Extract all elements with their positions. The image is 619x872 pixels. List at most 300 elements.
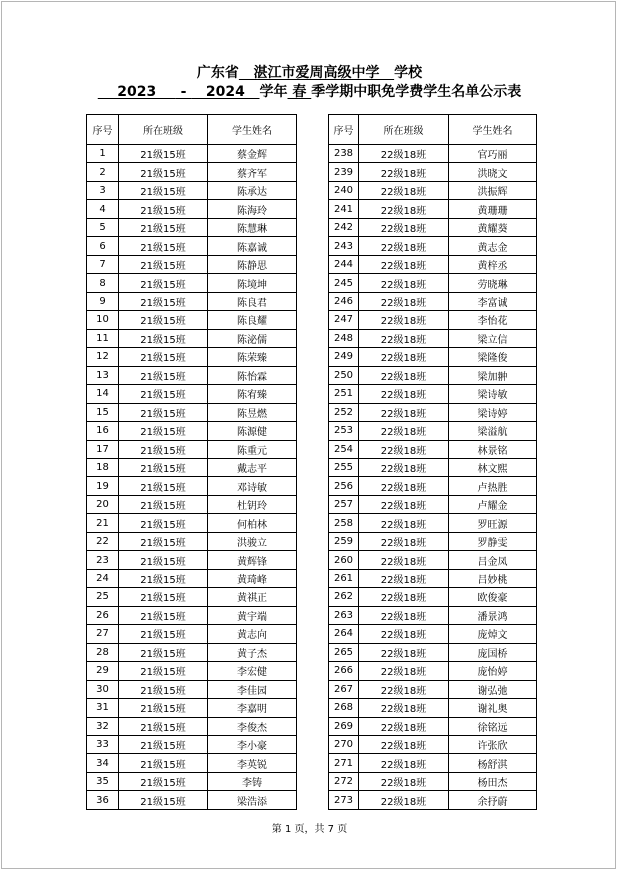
table-row <box>329 588 537 606</box>
title-school-suffix: 学校 <box>394 65 423 81</box>
column-header-name: 学生姓名 <box>208 115 297 145</box>
row-student-name: 黄琦峰 <box>208 569 297 587</box>
row-class: 22级18班 <box>359 791 449 809</box>
row-student-name: 陈海玲 <box>208 200 297 218</box>
row-class: 22级18班 <box>359 366 449 384</box>
row-class: 21级15班 <box>119 625 208 643</box>
row-number: 10 <box>87 311 119 329</box>
row-student-name: 徐铭远 <box>449 717 537 735</box>
table-row <box>87 274 297 292</box>
row-number: 271 <box>329 754 359 772</box>
table-row <box>87 532 297 550</box>
row-number: 262 <box>329 588 359 606</box>
table-row <box>87 200 297 218</box>
row-class: 21级15班 <box>119 569 208 587</box>
row-class: 21级15班 <box>119 255 208 273</box>
row-student-name: 黄耀葵 <box>449 218 537 236</box>
row-class: 21级15班 <box>119 422 208 440</box>
row-class: 21级15班 <box>119 440 208 458</box>
row-student-name: 李铸 <box>208 772 297 790</box>
title-year-dash: - <box>175 84 192 100</box>
row-class: 21级15班 <box>119 329 208 347</box>
row-number: 22 <box>87 532 119 550</box>
row-number: 9 <box>87 292 119 310</box>
row-class: 22级18班 <box>359 588 449 606</box>
table-row <box>329 772 537 790</box>
row-number: 273 <box>329 791 359 809</box>
row-class: 21级15班 <box>119 292 208 310</box>
row-number: 33 <box>87 736 119 754</box>
table-row <box>329 311 537 329</box>
row-class: 22级18班 <box>359 311 449 329</box>
table-row <box>329 625 537 643</box>
table-row <box>87 422 297 440</box>
table-row <box>329 495 537 513</box>
row-student-name: 黄宇端 <box>208 606 297 624</box>
row-class: 22级18班 <box>359 643 449 661</box>
row-class: 22级18班 <box>359 200 449 218</box>
table-row <box>87 477 297 495</box>
table-row <box>329 754 537 772</box>
title-province: 广东省 <box>196 65 239 81</box>
row-number: 29 <box>87 662 119 680</box>
row-class: 22级18班 <box>359 717 449 735</box>
row-class: 22级18班 <box>359 163 449 181</box>
row-student-name: 陈嘉诚 <box>208 237 297 255</box>
row-student-name: 李宏健 <box>208 662 297 680</box>
column-header-name: 学生姓名 <box>449 115 537 145</box>
row-student-name: 陈静思 <box>208 255 297 273</box>
row-class: 21级15班 <box>119 662 208 680</box>
row-class: 22级18班 <box>359 477 449 495</box>
table-row <box>329 292 537 310</box>
row-number: 247 <box>329 311 359 329</box>
row-number: 31 <box>87 699 119 717</box>
title-year-suffix: 学年 <box>259 84 288 100</box>
row-class: 22级18班 <box>359 237 449 255</box>
row-student-name: 洪骏立 <box>208 532 297 550</box>
row-student-name: 许张欣 <box>449 736 537 754</box>
row-class: 21级15班 <box>119 218 208 236</box>
table-row <box>329 181 537 199</box>
row-student-name: 陈昱燃 <box>208 403 297 421</box>
row-number: 8 <box>87 274 119 292</box>
table-row <box>87 514 297 532</box>
row-student-name: 陈良君 <box>208 292 297 310</box>
row-class: 21级15班 <box>119 200 208 218</box>
row-student-name: 黄辉锋 <box>208 551 297 569</box>
row-number: 3 <box>87 181 119 199</box>
row-student-name: 邓诗敏 <box>208 477 297 495</box>
row-student-name: 吕妙桃 <box>449 569 537 587</box>
row-student-name: 林文熙 <box>449 458 537 476</box>
row-number: 24 <box>87 569 119 587</box>
table-row <box>87 218 297 236</box>
row-number: 28 <box>87 643 119 661</box>
table-row <box>87 366 297 384</box>
row-class: 21级15班 <box>119 181 208 199</box>
row-number: 11 <box>87 329 119 347</box>
row-student-name: 罗旺源 <box>449 514 537 532</box>
row-number: 18 <box>87 458 119 476</box>
page-footer: 第 1 页，共 7 页 <box>271 824 348 835</box>
table-header-row <box>87 115 297 145</box>
table-row <box>329 255 537 273</box>
table-row <box>87 292 297 310</box>
table-row <box>329 458 537 476</box>
table-row <box>87 717 297 735</box>
row-number: 258 <box>329 514 359 532</box>
title-year-end: 2024 <box>191 84 260 100</box>
row-class: 22级18班 <box>359 403 449 421</box>
row-number: 260 <box>329 551 359 569</box>
row-student-name: 杨舒淇 <box>449 754 537 772</box>
table-row <box>329 643 537 661</box>
row-class: 21级15班 <box>119 551 208 569</box>
table-row <box>329 569 537 587</box>
row-class: 21级15班 <box>119 311 208 329</box>
row-number: 245 <box>329 274 359 292</box>
table-row <box>87 181 297 199</box>
row-number: 267 <box>329 680 359 698</box>
table-row <box>87 754 297 772</box>
row-number: 19 <box>87 477 119 495</box>
row-class: 21级15班 <box>119 163 208 181</box>
row-student-name: 林景铭 <box>449 440 537 458</box>
row-class: 21级15班 <box>119 274 208 292</box>
table-row <box>329 422 537 440</box>
table-row <box>87 791 297 809</box>
row-student-name: 梁隆俊 <box>449 348 537 366</box>
row-student-name: 余抒蔚 <box>449 791 537 809</box>
row-student-name: 陈源健 <box>208 422 297 440</box>
row-class: 22级18班 <box>359 754 449 772</box>
row-class: 21级15班 <box>119 532 208 550</box>
title-document-name: 季学期中职免学费学生名单公示表 <box>311 84 522 100</box>
column-header-no: 序号 <box>87 115 119 145</box>
table-row <box>87 145 297 163</box>
row-class: 22级18班 <box>359 736 449 754</box>
row-student-name: 李俊杰 <box>208 717 297 735</box>
row-class: 22级18班 <box>359 699 449 717</box>
table-body-left <box>87 145 297 810</box>
table-row <box>87 736 297 754</box>
table-row <box>329 606 537 624</box>
title-year-start: 2023 <box>97 84 176 100</box>
row-student-name: 庞国桥 <box>449 643 537 661</box>
table-row <box>87 643 297 661</box>
table-row <box>87 348 297 366</box>
table-row <box>329 699 537 717</box>
row-number: 238 <box>329 145 359 163</box>
table-row <box>87 329 297 347</box>
row-class: 21级15班 <box>119 606 208 624</box>
row-student-name: 蔡齐军 <box>208 163 297 181</box>
row-number: 249 <box>329 348 359 366</box>
table-row <box>87 237 297 255</box>
table-row <box>329 348 537 366</box>
row-student-name: 陈慧琳 <box>208 218 297 236</box>
table-row <box>87 662 297 680</box>
row-student-name: 李怡花 <box>449 311 537 329</box>
row-student-name: 欧俊豪 <box>449 588 537 606</box>
row-student-name: 黄志金 <box>449 237 537 255</box>
table-row <box>329 163 537 181</box>
row-class: 21级15班 <box>119 458 208 476</box>
table-row <box>87 385 297 403</box>
row-class: 21级15班 <box>119 514 208 532</box>
row-student-name: 庞焯文 <box>449 625 537 643</box>
column-header-class: 所在班级 <box>359 115 449 145</box>
row-number: 252 <box>329 403 359 421</box>
table-row <box>329 477 537 495</box>
row-number: 15 <box>87 403 119 421</box>
row-class: 22级18班 <box>359 458 449 476</box>
row-student-name: 梁溢航 <box>449 422 537 440</box>
row-number: 272 <box>329 772 359 790</box>
row-class: 22级18班 <box>359 514 449 532</box>
row-number: 261 <box>329 569 359 587</box>
row-student-name: 梁浩添 <box>208 791 297 809</box>
table-row <box>87 403 297 421</box>
row-class: 21级15班 <box>119 385 208 403</box>
table-row <box>87 680 297 698</box>
row-student-name: 潘景鸿 <box>449 606 537 624</box>
row-number: 251 <box>329 385 359 403</box>
row-student-name: 陈泌儒 <box>208 329 297 347</box>
row-class: 21级15班 <box>119 366 208 384</box>
table-row <box>329 662 537 680</box>
table-row <box>329 145 537 163</box>
table-row <box>87 311 297 329</box>
row-number: 6 <box>87 237 119 255</box>
row-number: 254 <box>329 440 359 458</box>
table-row <box>87 625 297 643</box>
row-class: 21级15班 <box>119 680 208 698</box>
row-student-name: 梁诗婷 <box>449 403 537 421</box>
row-class: 21级15班 <box>119 403 208 421</box>
table-row <box>87 772 297 790</box>
row-student-name: 梁加翀 <box>449 366 537 384</box>
row-class: 21级15班 <box>119 145 208 163</box>
row-class: 21级15班 <box>119 643 208 661</box>
row-student-name: 谢礼奥 <box>449 699 537 717</box>
row-student-name: 陈承达 <box>208 181 297 199</box>
row-student-name: 蔡金辉 <box>208 145 297 163</box>
row-student-name: 陈重元 <box>208 440 297 458</box>
row-number: 4 <box>87 200 119 218</box>
row-student-name: 陈宥臻 <box>208 385 297 403</box>
table-row <box>329 385 537 403</box>
row-class: 22级18班 <box>359 569 449 587</box>
row-student-name: 李小豪 <box>208 736 297 754</box>
row-number: 26 <box>87 606 119 624</box>
title-term: 春 <box>287 84 312 100</box>
table-row <box>87 606 297 624</box>
row-class: 22级18班 <box>359 385 449 403</box>
row-class: 22级18班 <box>359 532 449 550</box>
row-number: 36 <box>87 791 119 809</box>
row-class: 21级15班 <box>119 588 208 606</box>
row-number: 16 <box>87 422 119 440</box>
row-number: 34 <box>87 754 119 772</box>
row-number: 240 <box>329 181 359 199</box>
table-row <box>87 255 297 273</box>
row-student-name: 劳晓琳 <box>449 274 537 292</box>
row-student-name: 吕金凤 <box>449 551 537 569</box>
row-student-name: 罗静雯 <box>449 532 537 550</box>
row-student-name: 黄祺正 <box>208 588 297 606</box>
row-number: 5 <box>87 218 119 236</box>
row-student-name: 庞怡婷 <box>449 662 537 680</box>
row-number: 7 <box>87 255 119 273</box>
title-school: 湛江市爱周高级中学 <box>238 65 395 81</box>
row-student-name: 何柏林 <box>208 514 297 532</box>
row-number: 263 <box>329 606 359 624</box>
column-header-no: 序号 <box>329 115 359 145</box>
row-number: 257 <box>329 495 359 513</box>
row-class: 21级15班 <box>119 772 208 790</box>
row-number: 250 <box>329 366 359 384</box>
row-number: 255 <box>329 458 359 476</box>
row-class: 22级18班 <box>359 292 449 310</box>
row-number: 35 <box>87 772 119 790</box>
row-student-name: 黄志向 <box>208 625 297 643</box>
row-class: 22级18班 <box>359 255 449 273</box>
row-number: 2 <box>87 163 119 181</box>
row-class: 22级18班 <box>359 274 449 292</box>
row-number: 241 <box>329 200 359 218</box>
row-number: 25 <box>87 588 119 606</box>
table-row <box>87 163 297 181</box>
row-class: 22级18班 <box>359 772 449 790</box>
row-student-name: 黄子杰 <box>208 643 297 661</box>
table-body-right <box>329 145 537 810</box>
row-student-name: 陈良耀 <box>208 311 297 329</box>
row-number: 21 <box>87 514 119 532</box>
row-class: 21级15班 <box>119 754 208 772</box>
row-class: 21级15班 <box>119 348 208 366</box>
row-class: 21级15班 <box>119 736 208 754</box>
row-class: 21级15班 <box>119 717 208 735</box>
table-row <box>329 532 537 550</box>
row-class: 22级18班 <box>359 440 449 458</box>
row-number: 244 <box>329 255 359 273</box>
table-row <box>329 736 537 754</box>
table-row <box>329 366 537 384</box>
row-number: 270 <box>329 736 359 754</box>
table-row <box>87 551 297 569</box>
row-number: 259 <box>329 532 359 550</box>
table-row <box>329 551 537 569</box>
table-row <box>329 200 537 218</box>
row-class: 22级18班 <box>359 662 449 680</box>
table-row <box>329 440 537 458</box>
table-row <box>329 274 537 292</box>
row-number: 20 <box>87 495 119 513</box>
row-number: 17 <box>87 440 119 458</box>
row-student-name: 黄梓丞 <box>449 255 537 273</box>
table-row <box>329 680 537 698</box>
row-student-name: 李佳园 <box>208 680 297 698</box>
table-row <box>329 514 537 532</box>
student-table-left <box>86 114 297 810</box>
row-number: 30 <box>87 680 119 698</box>
row-class: 22级18班 <box>359 145 449 163</box>
row-student-name: 杨田杰 <box>449 772 537 790</box>
row-number: 265 <box>329 643 359 661</box>
row-student-name: 梁诗敏 <box>449 385 537 403</box>
row-number: 253 <box>329 422 359 440</box>
table-row <box>329 329 537 347</box>
table-row <box>329 403 537 421</box>
row-number: 13 <box>87 366 119 384</box>
row-student-name: 戴志平 <box>208 458 297 476</box>
column-header-class: 所在班级 <box>119 115 208 145</box>
row-class: 22级18班 <box>359 680 449 698</box>
row-number: 266 <box>329 662 359 680</box>
row-class: 22级18班 <box>359 329 449 347</box>
row-number: 264 <box>329 625 359 643</box>
row-number: 269 <box>329 717 359 735</box>
row-number: 246 <box>329 292 359 310</box>
row-student-name: 李英锐 <box>208 754 297 772</box>
table-row <box>329 717 537 735</box>
row-student-name: 陈怡霖 <box>208 366 297 384</box>
row-number: 1 <box>87 145 119 163</box>
row-student-name: 洪振辉 <box>449 181 537 199</box>
row-class: 21级15班 <box>119 237 208 255</box>
row-class: 21级15班 <box>119 477 208 495</box>
row-number: 243 <box>329 237 359 255</box>
row-class: 21级15班 <box>119 699 208 717</box>
row-class: 21级15班 <box>119 495 208 513</box>
row-class: 22级18班 <box>359 551 449 569</box>
table-row <box>87 458 297 476</box>
row-class: 22级18班 <box>359 495 449 513</box>
row-student-name: 卢热胜 <box>449 477 537 495</box>
row-student-name: 官巧丽 <box>449 145 537 163</box>
row-number: 27 <box>87 625 119 643</box>
student-table-right <box>328 114 537 810</box>
row-student-name: 陈荣臻 <box>208 348 297 366</box>
row-student-name: 李富诚 <box>449 292 537 310</box>
row-student-name: 谢弘弛 <box>449 680 537 698</box>
title-line-1 <box>0 64 619 82</box>
table-row <box>87 569 297 587</box>
row-student-name: 黄珊珊 <box>449 200 537 218</box>
title-line-2 <box>0 83 619 101</box>
table-row <box>329 218 537 236</box>
row-class: 22级18班 <box>359 422 449 440</box>
row-class: 22级18班 <box>359 181 449 199</box>
table-row <box>87 588 297 606</box>
table-row <box>329 791 537 809</box>
row-number: 23 <box>87 551 119 569</box>
row-student-name: 梁立信 <box>449 329 537 347</box>
table-row <box>329 237 537 255</box>
row-class: 21级15班 <box>119 791 208 809</box>
row-number: 12 <box>87 348 119 366</box>
row-number: 239 <box>329 163 359 181</box>
table-header-row <box>329 115 537 145</box>
table-row <box>87 699 297 717</box>
row-student-name: 陈境坤 <box>208 274 297 292</box>
row-number: 242 <box>329 218 359 236</box>
row-student-name: 李嘉明 <box>208 699 297 717</box>
row-student-name: 杜钥玲 <box>208 495 297 513</box>
row-class: 22级18班 <box>359 348 449 366</box>
